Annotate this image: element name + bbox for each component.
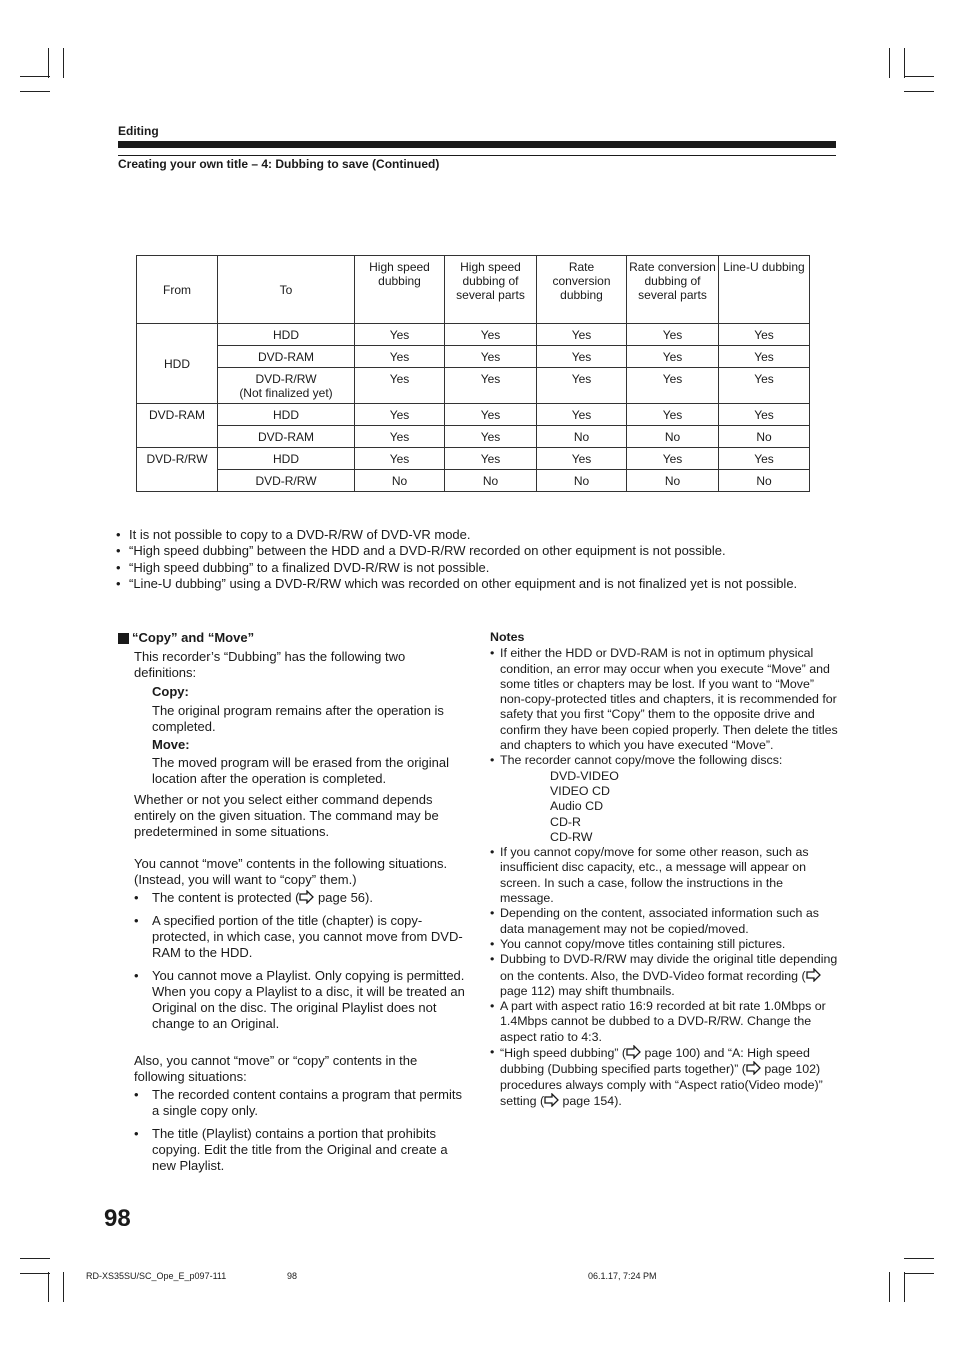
to-cell: HDD	[218, 404, 355, 426]
crop-mark	[48, 1272, 49, 1302]
crop-mark	[20, 91, 50, 92]
note-text: page 154).	[559, 1093, 622, 1108]
crop-mark	[904, 1272, 905, 1302]
square-bullet-icon	[118, 633, 129, 644]
to-cell: HDD	[218, 324, 355, 346]
list-item: • A specified portion of the title (chapter) is copy-protected, in which case, you cannot move from DVD-RAM to the HDD.	[134, 913, 468, 961]
item-text: The content is protected (	[152, 890, 300, 905]
list-item: • “Line-U dubbing” using a DVD-R/RW which was recorded on other equipment and is not finalized yet is not possible.	[116, 576, 846, 592]
value-cell: Yes	[445, 426, 537, 448]
crop-mark	[20, 1258, 50, 1259]
disc-item: CD-RW	[550, 829, 593, 844]
value-cell: Yes	[445, 324, 537, 346]
page-subtitle: Creating your own title – 4: Dubbing to save (Continued)	[118, 157, 440, 171]
column-header: From	[137, 256, 218, 324]
column-header: High speed dubbing	[355, 256, 445, 324]
crop-mark	[20, 1273, 50, 1274]
list-item	[134, 890, 468, 906]
value-cell: No	[627, 426, 719, 448]
dubbing-table	[136, 255, 810, 492]
note-item: • You cannot copy/move titles containing still pictures.	[490, 937, 838, 952]
crop-mark	[904, 1273, 934, 1274]
crop-mark	[904, 1258, 934, 1259]
table-row	[137, 346, 810, 368]
to-cell: DVD-RAM	[218, 426, 355, 448]
crop-mark	[904, 76, 934, 77]
footer-date: 06.1.17, 7:24 PM	[588, 1271, 657, 1281]
intro-text: This recorder’s “Dubbing” has the following two definitions:	[134, 649, 406, 680]
to-cell: HDD	[218, 448, 355, 470]
crop-mark	[904, 48, 905, 78]
value-cell: Yes	[627, 404, 719, 426]
page-reference-arrow-icon	[746, 1061, 761, 1075]
crop-mark	[889, 48, 890, 78]
list-item: • “High speed dubbing” between the HDD and a DVD-R/RW recorded on other equipment is not possible.	[116, 543, 846, 559]
value-cell: Yes	[355, 426, 445, 448]
column-header: Line-U dubbing	[719, 256, 810, 324]
crop-mark	[904, 91, 934, 92]
value-cell: Yes	[355, 346, 445, 368]
crop-mark	[48, 48, 49, 78]
note-text: Dubbing to DVD-R/RW may divide the original title depending on the contents. Also, the DVD-Video format recording (	[500, 952, 838, 983]
disc-item: DVD-VIDEO	[550, 768, 619, 783]
value-cell: Yes	[627, 368, 719, 404]
move-label: Move:	[152, 737, 190, 752]
table-row	[137, 426, 810, 448]
crop-mark	[63, 1272, 64, 1302]
note-text: • The recorder cannot copy/move the following discs:	[500, 753, 783, 768]
value-cell: Yes	[537, 448, 627, 470]
page-reference-arrow-icon	[626, 1045, 641, 1059]
value-cell: Yes	[355, 368, 445, 404]
value-cell: Yes	[355, 404, 445, 426]
value-cell: Yes	[627, 346, 719, 368]
value-cell: Yes	[445, 404, 537, 426]
from-cell: DVD-R/RW	[137, 448, 218, 492]
note-item: • If either the HDD or DVD-RAM is not in optimum physical condition, an error may occur when you execute “Move” and some titles or chapters may be lost. If you want to “Move” non-copy-protected titles and chapters, it is recommended for safety that you first “Copy” them to the opposite drive and confirm they have been copied properly. Then delete the titles and chapters to which you have executed “Move”.	[490, 646, 838, 753]
copy-definition: The original program remains after the operation is completed.	[152, 703, 444, 734]
note-item	[490, 753, 838, 845]
section-title: Editing	[118, 124, 159, 138]
value-cell: Yes	[355, 448, 445, 470]
crop-mark	[889, 1272, 890, 1302]
to-note: (Not finalized yet)	[239, 386, 333, 400]
value-cell: Yes	[719, 368, 810, 404]
value-cell: Yes	[537, 368, 627, 404]
note-item	[490, 1045, 838, 1109]
page-reference-arrow-icon	[544, 1093, 559, 1107]
item-text: page 56).	[314, 890, 373, 905]
page-reference-arrow-icon	[299, 890, 314, 904]
note-item: • A part with aspect ratio 16:9 recorded at bit rate 1.0Mbps or 1.4Mbps cannot be dubbed to a DVD-R/RW. Change the aspect ratio to 4:3.	[490, 999, 838, 1045]
note-item	[490, 952, 838, 999]
disc-item: Audio CD	[550, 799, 604, 814]
to-cell: DVD-R/RW	[218, 470, 355, 492]
column-header: Rate conversion dubbing of several parts	[627, 256, 719, 324]
value-cell: No	[537, 426, 627, 448]
list-item: • “High speed dubbing” to a finalized DVD-R/RW is not possible.	[116, 560, 846, 576]
move-restriction-list	[118, 890, 468, 1032]
list-item: • You cannot move a Playlist. Only copying is permitted. When you copy a Playlist to a disc, it will be treated an Original on the disc. The original Playlist does not change to an Original.	[134, 968, 468, 1032]
disc-item: CD-R	[550, 814, 581, 829]
value-cell: Yes	[627, 448, 719, 470]
value-cell: No	[719, 470, 810, 492]
copy-move-section	[118, 630, 468, 1174]
table-row	[137, 470, 810, 492]
note-text: “High speed dubbing” (	[500, 1046, 627, 1061]
header-rule-thin	[118, 155, 836, 156]
note-item: • If you cannot copy/move for some other reason, such as insufficient disc capacity, etc., a message will appear on screen. In such a case, follow the instructions in the message.	[490, 845, 838, 906]
paragraph: You cannot “move” contents in the following situations. (Instead, you will want to “copy” them.)	[134, 856, 448, 887]
value-cell: No	[627, 470, 719, 492]
value-cell: Yes	[719, 448, 810, 470]
value-cell: Yes	[537, 346, 627, 368]
section-heading	[118, 630, 468, 646]
move-definition: The moved program will be erased from the original location after the operation is completed.	[152, 755, 449, 786]
table-row	[137, 448, 810, 470]
value-cell: No	[445, 470, 537, 492]
restriction-list	[116, 527, 846, 593]
value-cell: Yes	[537, 404, 627, 426]
header-rule	[118, 141, 836, 148]
value-cell: Yes	[445, 346, 537, 368]
crop-mark	[20, 76, 50, 77]
heading-text: “Copy” and “Move”	[132, 630, 255, 645]
from-cell: DVD-RAM	[137, 404, 218, 448]
paragraph: Also, you cannot “move” or “copy” contents in the following situations:	[134, 1053, 418, 1084]
to-label: DVD-R/RW	[255, 372, 317, 386]
paragraph: Whether or not you select either command depends entirely on the given situation. The command may be predetermined in some situations.	[134, 792, 439, 839]
notes-heading: Notes	[490, 630, 525, 644]
value-cell: Yes	[627, 324, 719, 346]
page-reference-arrow-icon	[806, 968, 821, 982]
table-header-row	[137, 256, 810, 324]
value-cell: No	[355, 470, 445, 492]
value-cell: Yes	[719, 404, 810, 426]
footer-filename: RD-XS35SU/SC_Ope_E_p097-111	[86, 1271, 227, 1281]
copy-restriction-list	[118, 1087, 468, 1174]
column-header: To	[218, 256, 355, 324]
disc-item: VIDEO CD	[550, 783, 610, 798]
notes-section	[490, 630, 838, 1109]
note-text: page 112) may shift thumbnails.	[500, 983, 675, 998]
from-cell: HDD	[137, 324, 218, 404]
list-item: • The title (Playlist) contains a portion that prohibits copying. Edit the title from the Original and create a new Playlist.	[134, 1126, 468, 1174]
table-row	[137, 404, 810, 426]
value-cell: Yes	[445, 448, 537, 470]
copy-label: Copy:	[152, 684, 189, 699]
to-cell: DVD-RAM	[218, 346, 355, 368]
value-cell: Yes	[719, 346, 810, 368]
note-text: page 100) and “A: High speed dubbing (Dubbing specified parts together)” (	[500, 1046, 810, 1077]
table-row	[137, 368, 810, 404]
list-item: • The recorded content contains a program that permits a single copy only.	[134, 1087, 468, 1119]
note-text: page 102) procedures always comply with “Aspect ratio(Video mode)” setting (	[500, 1062, 823, 1108]
value-cell: No	[537, 470, 627, 492]
value-cell: Yes	[445, 368, 537, 404]
notes-list	[490, 646, 838, 1109]
page-number: 98	[104, 1205, 131, 1232]
value-cell: Yes	[719, 324, 810, 346]
footer-page: 98	[287, 1271, 298, 1281]
crop-mark	[63, 48, 64, 78]
to-cell	[218, 368, 355, 404]
column-header: High speed dubbing of several parts	[445, 256, 537, 324]
value-cell: Yes	[355, 324, 445, 346]
column-header: Rate conversion dubbing	[537, 256, 627, 324]
note-item: • Depending on the content, associated information such as data management may not be copied/moved.	[490, 906, 838, 937]
table-row	[137, 324, 810, 346]
value-cell: Yes	[537, 324, 627, 346]
value-cell: No	[719, 426, 810, 448]
list-item: • It is not possible to copy to a DVD-R/RW of DVD-VR mode.	[116, 527, 846, 543]
